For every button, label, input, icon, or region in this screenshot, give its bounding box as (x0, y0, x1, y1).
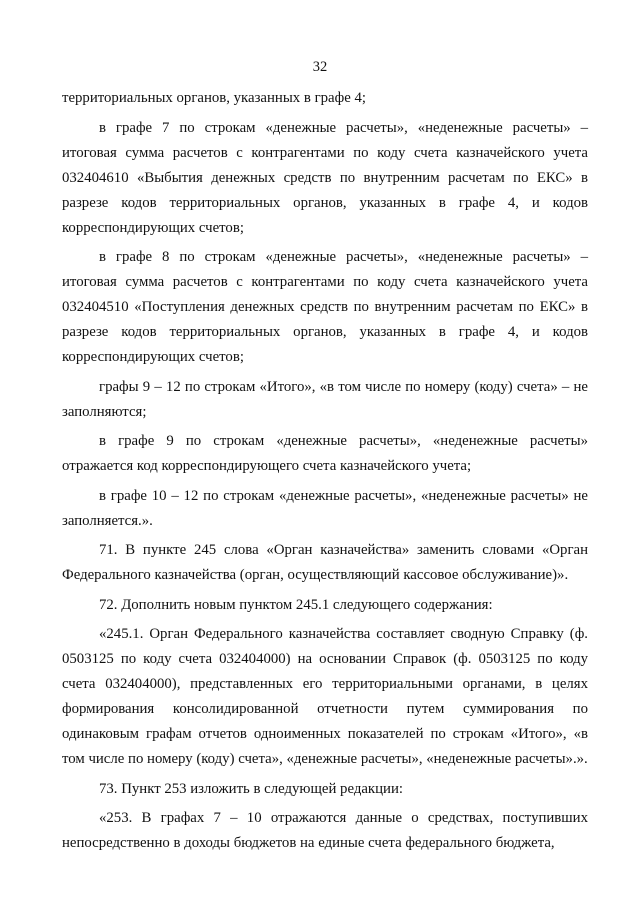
page-number: 32 (312, 59, 328, 75)
paragraph: 71. В пункте 245 слова «Орган казначейства» заменить словами «Орган Федерального казначейства (орган, осуществляющий кассовое обслуживание)». (62, 542, 588, 583)
paragraph: 72. Дополнить новым пунктом 245.1 следующего содержания: (99, 596, 493, 613)
paragraph: в графе 9 по строкам «денежные расчеты», «неденежные расчеты» отражается код корреспондирующего счета казначейского учета; (62, 433, 588, 474)
document-body (62, 86, 588, 861)
paragraph: территориальных органов, указанных в графе 4; (62, 90, 366, 106)
paragraph: «253. В графах 7 – 10 отражаются данные о средствах, поступивших непосредственно в доходы бюджетов на единые счета федерального бюджета, (62, 810, 588, 851)
paragraph: в графе 10 – 12 по строкам «денежные расчеты», «неденежные расчеты» не заполняется.». (62, 487, 588, 529)
paragraph: графы 9 – 12 по строкам «Итого», «в том числе по номеру (коду) счета» – не заполняются; (62, 378, 588, 420)
paragraph: «245.1. Орган Федерального казначейства составляет сводную Справку (ф. 0503125 по коду счета 032404000) на основании Справок (ф. 0503125 по коду счета 032404000), представленных его территориальными органами, в целях формирования консолидированной отчетности путем суммирования по одинаковым графам отчетов одноименных показателей по строкам «Итого», «в том числе по номеру (коду) счета», «денежные расчеты», «неденежные расчеты».». (62, 626, 588, 767)
paragraph: в графе 7 по строкам «денежные расчеты», «неденежные расчеты» – итоговая сумма расчетов с контрагентами по коду счета казначейского учета 032404610 «Выбытия денежных средств по внутренним расчетам по ЕКС» в разрезе кодов территориальных органов, указанных в графе 4, и кодов корреспондирующих счетов; (62, 119, 588, 236)
paragraph: 73. Пункт 253 изложить в следующей редакции: (99, 780, 403, 797)
paragraph: в графе 8 по строкам «денежные расчеты», «неденежные расчеты» – итоговая сумма расчетов с контрагентами по коду счета казначейского учета 032404510 «Поступления денежных средств по внутренним расчетам по ЕКС» в разрезе кодов территориальных органов, указанных в графе 4, и кодов корреспондирующих счетов; (62, 249, 588, 365)
